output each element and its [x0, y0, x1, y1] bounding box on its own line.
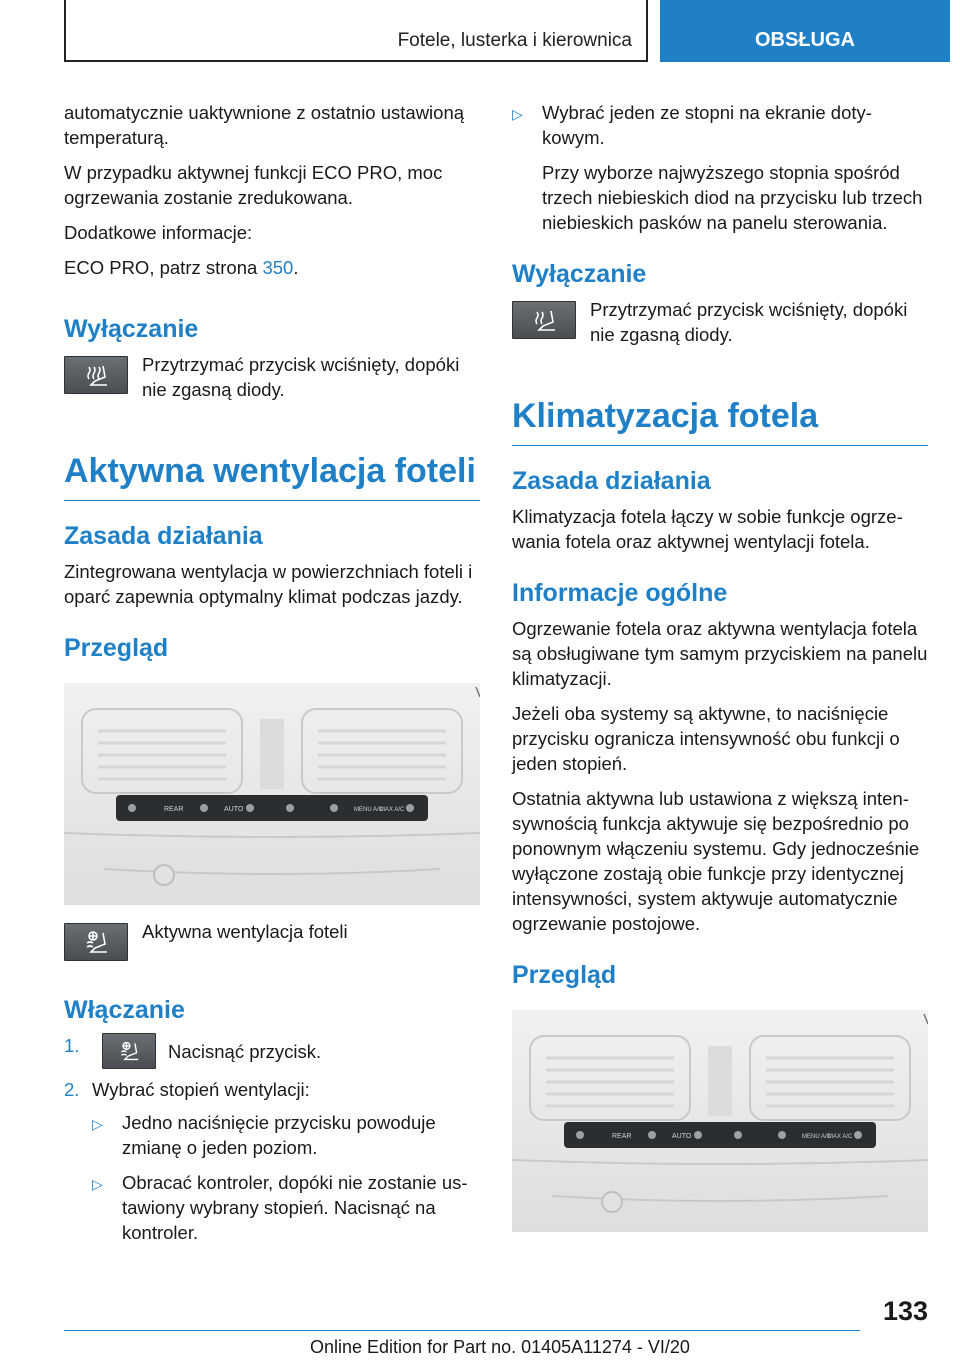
heading-zasada: Zasada działania — [512, 467, 711, 495]
paragraph: W przypadku aktywnej funkcji ECO PRO, moc ogrzewania zostanie zredukowana. — [64, 162, 443, 208]
panel-label-rear: REAR — [612, 1133, 632, 1140]
heading-wylaczanie: Wyłączanie — [512, 260, 647, 288]
step-text: Wybrać stopień wentylacji: — [92, 1079, 310, 1100]
header-section-title: Fotele, lusterka i kierownica — [397, 30, 632, 51]
ref-text: ECO PRO, patrz strona — [64, 257, 263, 278]
paragraph: Jeżeli oba systemy są aktywne, to naciśnięcie przycisku ogranicza intensywność obu funkcji o jeden stopień. — [512, 703, 900, 774]
step-number: 1. — [64, 1035, 80, 1056]
footer-edition: Online Edition for Part no. 01405A11274 - VI/20 — [310, 1337, 690, 1357]
paragraph: Dodatkowe informacje: — [64, 222, 253, 243]
bullet-text: Jedno naciśnięcie przycisku powoduje zmianę o jeden poziom. — [122, 1112, 436, 1158]
bullet-item — [512, 100, 928, 150]
off-text: Przytrzymać przycisk wciśnięty, dopóki nie zgasną diody. — [142, 354, 460, 400]
off-instruction — [512, 297, 928, 347]
bullet-text: Obracać kontroler, dopóki nie zostanie ustawiony wybrany stopień. Nacisnąć na kontroler. — [122, 1172, 468, 1243]
off-instruction — [64, 352, 480, 402]
page-number: 133 — [882, 1296, 928, 1326]
heading-przeglad: Przegląd — [64, 634, 169, 662]
panel-label-rear: REAR — [164, 806, 184, 813]
seat-ventilation-button-icon — [102, 1033, 156, 1069]
heading-informacje: Informacje ogólne — [512, 579, 728, 607]
step-item — [64, 1033, 480, 1069]
panel-label-max: MAX A/C — [380, 807, 405, 813]
climate-panel-photo — [64, 683, 480, 905]
heading-wylaczanie: Wyłączanie — [64, 315, 199, 343]
step-item — [64, 1077, 480, 1102]
header-chapter-tab[interactable] — [660, 0, 950, 62]
paragraph: Przy wyborze najwyższego stopnia spośród trzech niebieskich diod na przycisku lub trzech niebieskich pasków na panelu sterowania. — [542, 162, 923, 233]
triangle-bullet-icon: ▷ — [512, 106, 523, 122]
heading-zasada: Zasada działania — [64, 522, 263, 550]
seat-heat-button-icon — [64, 356, 128, 394]
section-title-ventilation: Aktywna wentylacja foteli — [64, 448, 480, 501]
seat-ventilation-button-icon — [64, 923, 128, 961]
bullet-item — [92, 1110, 480, 1160]
panel-label-menu: MENU A/C — [354, 807, 384, 813]
seat-climate-button-icon — [512, 301, 576, 339]
ref-end: . — [293, 257, 299, 278]
step-text: Nacisnąć przycisk. — [168, 1040, 322, 1062]
panel-label-auto: AUTO — [224, 806, 244, 813]
heading-wlaczanie: Włączanie — [64, 996, 185, 1024]
panel-label-auto: AUTO — [672, 1133, 692, 1140]
bullet-text: Wybrać jeden ze stopni na ekranie dotykowym. — [542, 102, 872, 148]
paragraph: Ogrzewanie fotela oraz aktywna wentylacja fotela są obsługiwane tym samym przyciskiem na panelu klimatyzacji. — [512, 618, 928, 689]
right-column — [512, 100, 928, 1246]
off-text: Przytrzymać przycisk wciśnięty, dopóki nie zgasną diody. — [590, 299, 908, 345]
photo-caption-row — [64, 919, 480, 961]
heading-przeglad: Przegląd — [512, 961, 617, 989]
left-column — [64, 100, 480, 1255]
paragraph: Ostatnia aktywna lub ustawiona z większą intensywnością funkcja aktywuje się bezpośrednio po ponownym włączeniu systemu. Gdy jednocześnie wyłączone zostają obie funkcje przy identycznej intensywności, system aktywuje automatycznie ogrzewanie postojowe. — [512, 788, 920, 934]
bullet-item — [92, 1170, 480, 1245]
panel-label-menu: MENU A/C — [802, 1134, 832, 1140]
panel-label-max: MAX A/C — [828, 1134, 853, 1140]
section-title-climate: Klimatyzacja fotela — [512, 393, 928, 446]
paragraph: automatycznie uaktywnione z ostatnio ustawioną temperaturą. — [64, 102, 465, 148]
paragraph — [64, 255, 480, 280]
paragraph: Zintegrowana wentylacja w powierzchniach foteli i oparć zapewnia optymalny klimat podczas jazdy. — [64, 561, 473, 607]
triangle-bullet-icon: ▷ — [92, 1116, 103, 1132]
triangle-bullet-icon: ▷ — [92, 1176, 103, 1192]
steps-list — [64, 1033, 480, 1102]
step-number: 2. — [64, 1079, 80, 1100]
page-link[interactable]: 350 — [262, 257, 294, 278]
paragraph: Klimatyzacja fotela łączy w sobie funkcje ogrzewania fotela oraz aktywnej wentylacji fotela. — [512, 506, 903, 552]
footer-divider — [64, 1330, 860, 1331]
header-chapter-label: OBSŁUGA — [755, 29, 855, 51]
header-frame — [64, 0, 648, 62]
photo-caption: Aktywna wentylacja foteli — [142, 921, 348, 942]
climate-panel-photo — [512, 1010, 928, 1232]
